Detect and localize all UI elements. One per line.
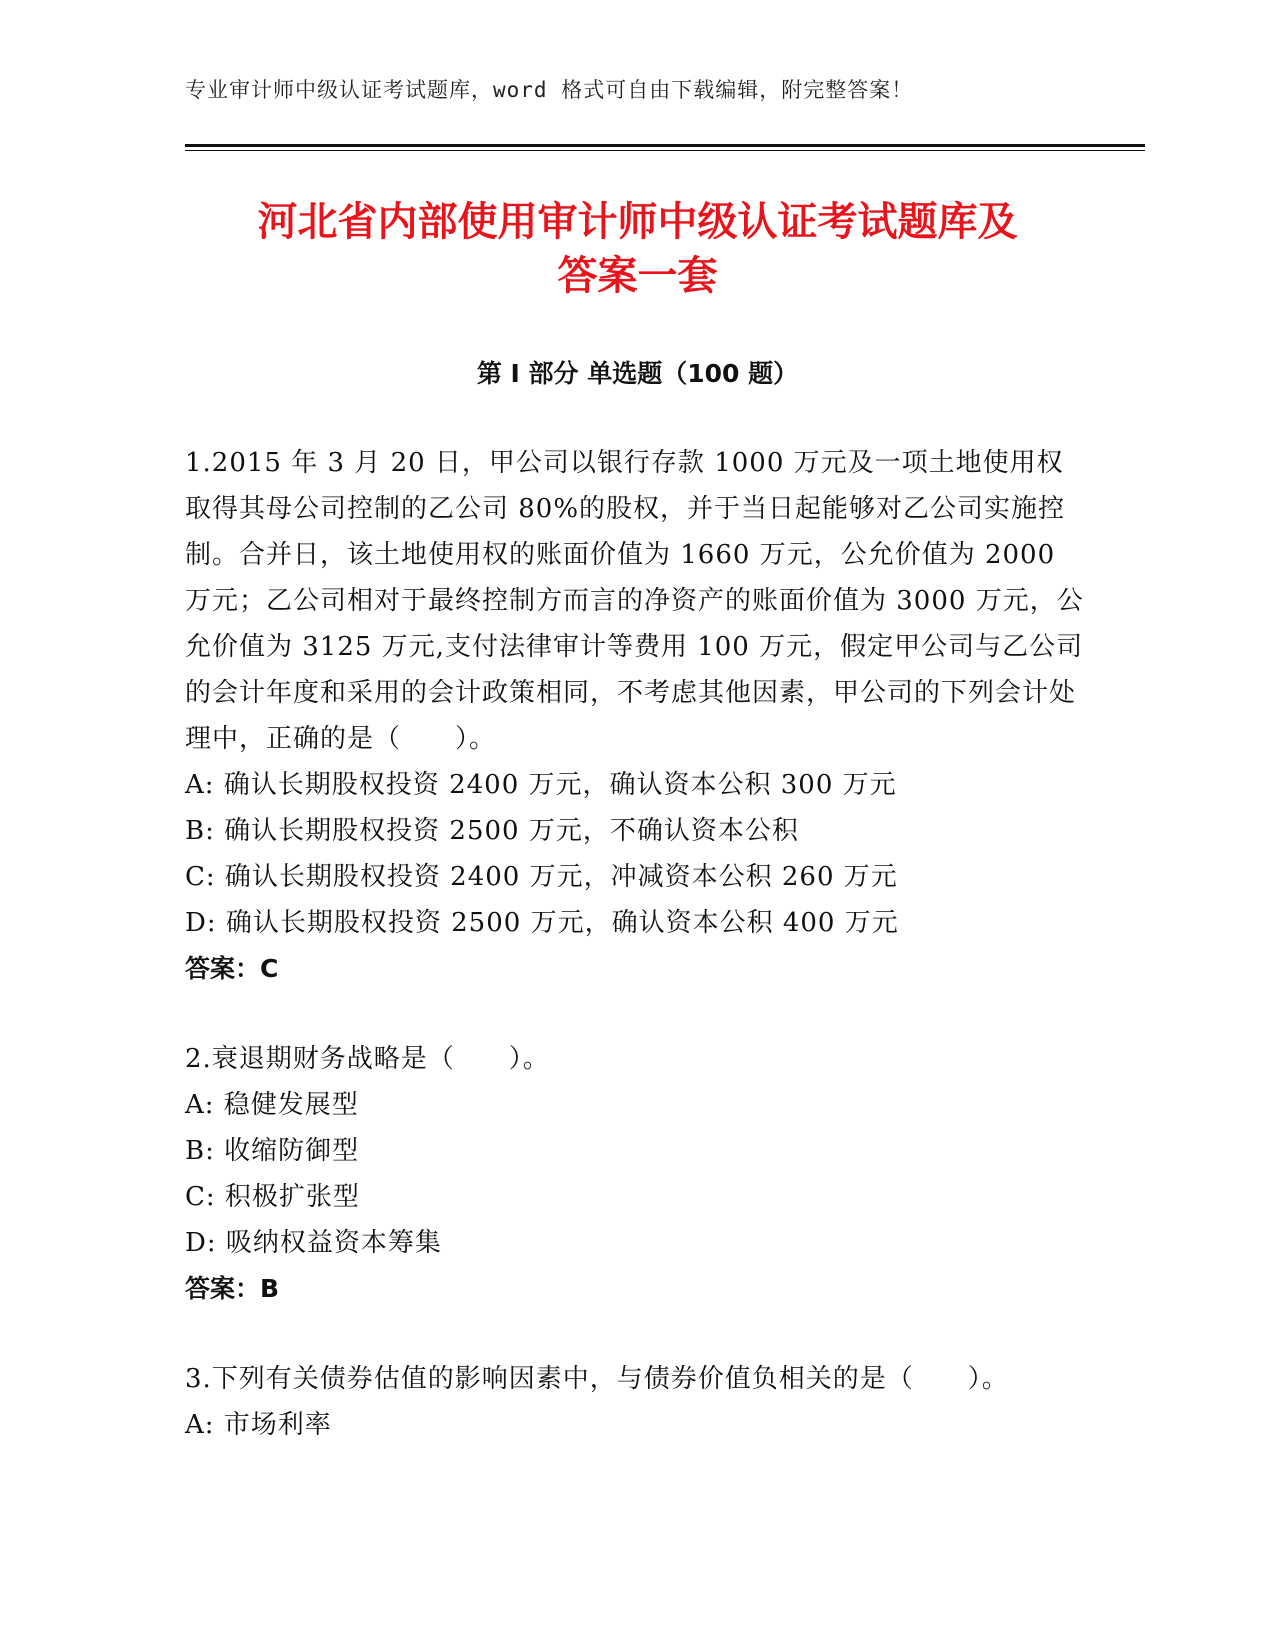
option-a: A: 稳健发展型 [185,1090,359,1120]
question-text: 1.2015 年 3 月 20 日，甲公司以银行存款 1000 万元及一项土地使用权取得其母公司控制的乙公司 80%的股权，并于当日起能够对乙公司实施控制。合并日，该土地使用权的账面价值为 1660 万元，公允价值为 2000 万元；乙公司相对于最终控制方而言的净资产的账面价值为 3000 万元，公允价值为 3125 万元,支付法律审计等费用 100 万元，假定甲公司与乙公司的会计年度和采用的会计政策相同，不考虑其他因素，甲公司的下列会计处理中，正确的是（ ）。 [185,448,1084,754]
document-title [160,195,1115,303]
question-list [185,440,1085,1492]
question-3 [185,1356,1085,1448]
option-c: C: 确认长期股权投资 2400 万元，冲减资本公积 260 万元 [185,862,898,892]
answer: 答案：B [185,1274,280,1303]
option-a: A: 市场利率 [185,1410,332,1440]
header-divider-thin [185,150,1145,151]
question-2 [185,1036,1085,1312]
question-1 [185,440,1085,992]
question-text: 3.下列有关债券估值的影响因素中，与债券价值负相关的是（ ）。 [185,1364,1009,1394]
section-heading: 第 I 部分 单选题（100 题） [476,359,799,388]
header-note: 专业审计师中级认证考试题库，word 格式可自由下载编辑，附完整答案！ [185,78,914,102]
option-b: B: 收缩防御型 [185,1136,360,1166]
answer: 答案：C [185,954,279,983]
header-divider-thick [185,144,1145,147]
document-title-line-2: 答案一套 [557,253,718,299]
document-title-line-1: 河北省内部使用审计师中级认证考试题库及 [257,199,1018,245]
question-text: 2.衰退期财务战略是（ ）。 [185,1044,550,1074]
option-a: A: 确认长期股权投资 2400 万元，确认资本公积 300 万元 [185,770,897,800]
option-d: D: 确认长期股权投资 2500 万元，确认资本公积 400 万元 [185,908,899,938]
option-b: B: 确认长期股权投资 2500 万元，不确认资本公积 [185,816,799,846]
option-c: C: 积极扩张型 [185,1182,360,1212]
option-d: D: 吸纳权益资本筹集 [185,1228,442,1258]
